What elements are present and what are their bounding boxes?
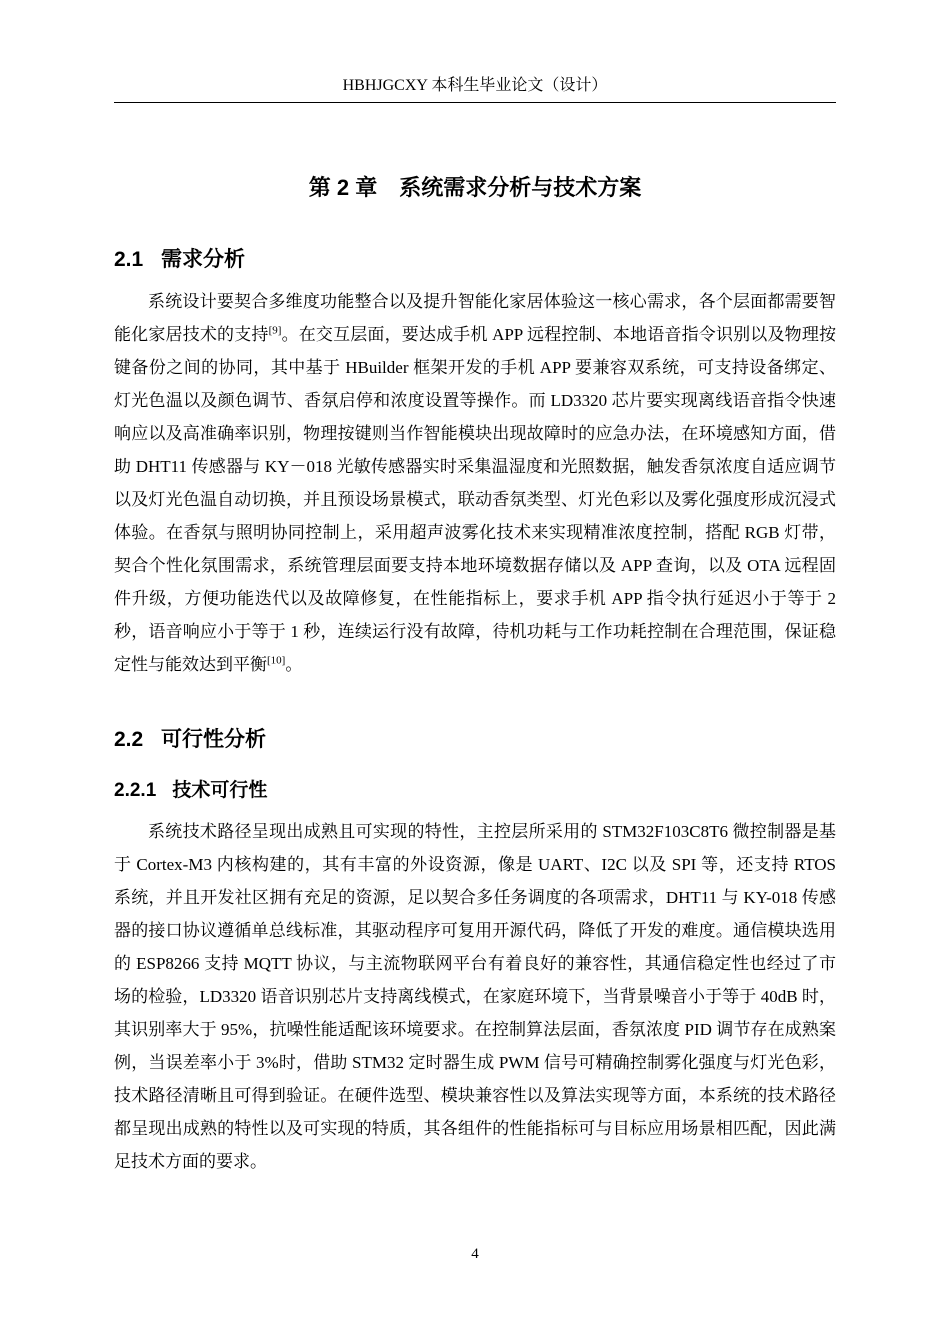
chapter-title: 第 2 章 系统需求分析与技术方案: [308, 175, 642, 200]
section-heading-2-1: [114, 247, 836, 273]
header-text: HBHJGCXY 本科生毕业论文（设计）: [342, 77, 608, 94]
section-heading-2-2: [114, 727, 836, 753]
page-content: [114, 0, 836, 1178]
paragraph-requirements-analysis: 系统设计要契合多维度功能整合以及提升智能化家居体验这一核心需求，各个层面都需要智能化家居技术的支持[9]。在交互层面，要达成手机 APP 远程控制、本地语音指令识别以及物理按键备份之间的协同，其中基于 HBuilder 框架开发的手机 APP 要兼容双系统，可支持设备绑定、灯光色温以及颜色调节、香氛启停和浓度设置等操作。而 LD3320 芯片要实现离线语音指令快速响应以及高准确率识别，物理按键则当作智能模块出现故障时的应急办法，在环境感知方面，借助 DHT11 传感器与 KY－018 光敏传感器实时采集温湿度和光照数据，触发香氛浓度自适应调节以及灯光色温自动切换，并且预设场景模式，联动香氛类型、灯光色彩以及雾化强度形成沉浸式体验。在香氛与照明协同控制上，采用超声波雾化技术来实现精准浓度控制，搭配 RGB 灯带，契合个性化氛围需求，系统管理层面要支持本地环境数据存储以及 APP 查询，以及 OTA 远程固件升级，方便功能迭代以及故障修复，在性能指标上，要求手机 APP 指令执行延迟小于等于 2 秒，语音响应小于等于 1 秒，连续运行没有故障，待机功耗与工作功耗控制在合理范围，保证稳定性与能效达到平衡[10]。: [114, 292, 836, 674]
section-title-2-2: 可行性分析: [161, 728, 267, 751]
section-heading-2-2-1: [114, 779, 836, 803]
section-title-2-2-1: 技术可行性: [172, 780, 268, 801]
paragraph-technical-feasibility: 系统技术路径呈现出成熟且可实现的特性，主控层所采用的 STM32F103C8T6 微控制器是基于 Cortex-M3 内核构建的，其有丰富的外设资源，像是 UART、I2C 以及 SPI 等，还支持 RTOS 系统，并且开发社区拥有充足的资源，足以契合多任务调度的各项需求，DHT11 与 KY-018 传感器的接口协议遵循单总线标准，其驱动程序可复用开源代码，降低了开发的难度。通信模块选用的 ESP8266 支持 MQTT 协议，与主流物联网平台有着良好的兼容性，其通信稳定性也经过了市场的检验，LD3320 语音识别芯片支持离线模式，在家庭环境下，当背景噪音小于等于 40dB 时，其识别率大于 95%，抗噪性能适配该环境要求。在控制算法层面，香氛浓度 PID 调节存在成熟案例，当误差率小于 3%时，借助 STM32 定时器生成 PWM 信号可精确控制雾化强度与灯光色彩，技术路径清晰且可得到验证。在硬件选型、模块兼容性以及算法实现等方面，本系统的技术路径都呈现出成熟的特性以及可实现的特质，其各组件的性能指标可与目标应用场景相匹配，因此满足技术方面的要求。: [114, 822, 836, 1171]
section-number-2-1: 2.1: [114, 248, 144, 271]
section-number-2-2-1: 2.2.1: [114, 780, 157, 801]
section-number-2-2: 2.2: [114, 728, 144, 751]
page-header: [114, 0, 836, 103]
page-number: 4: [471, 1246, 479, 1262]
section-title-2-1: 需求分析: [161, 248, 246, 271]
